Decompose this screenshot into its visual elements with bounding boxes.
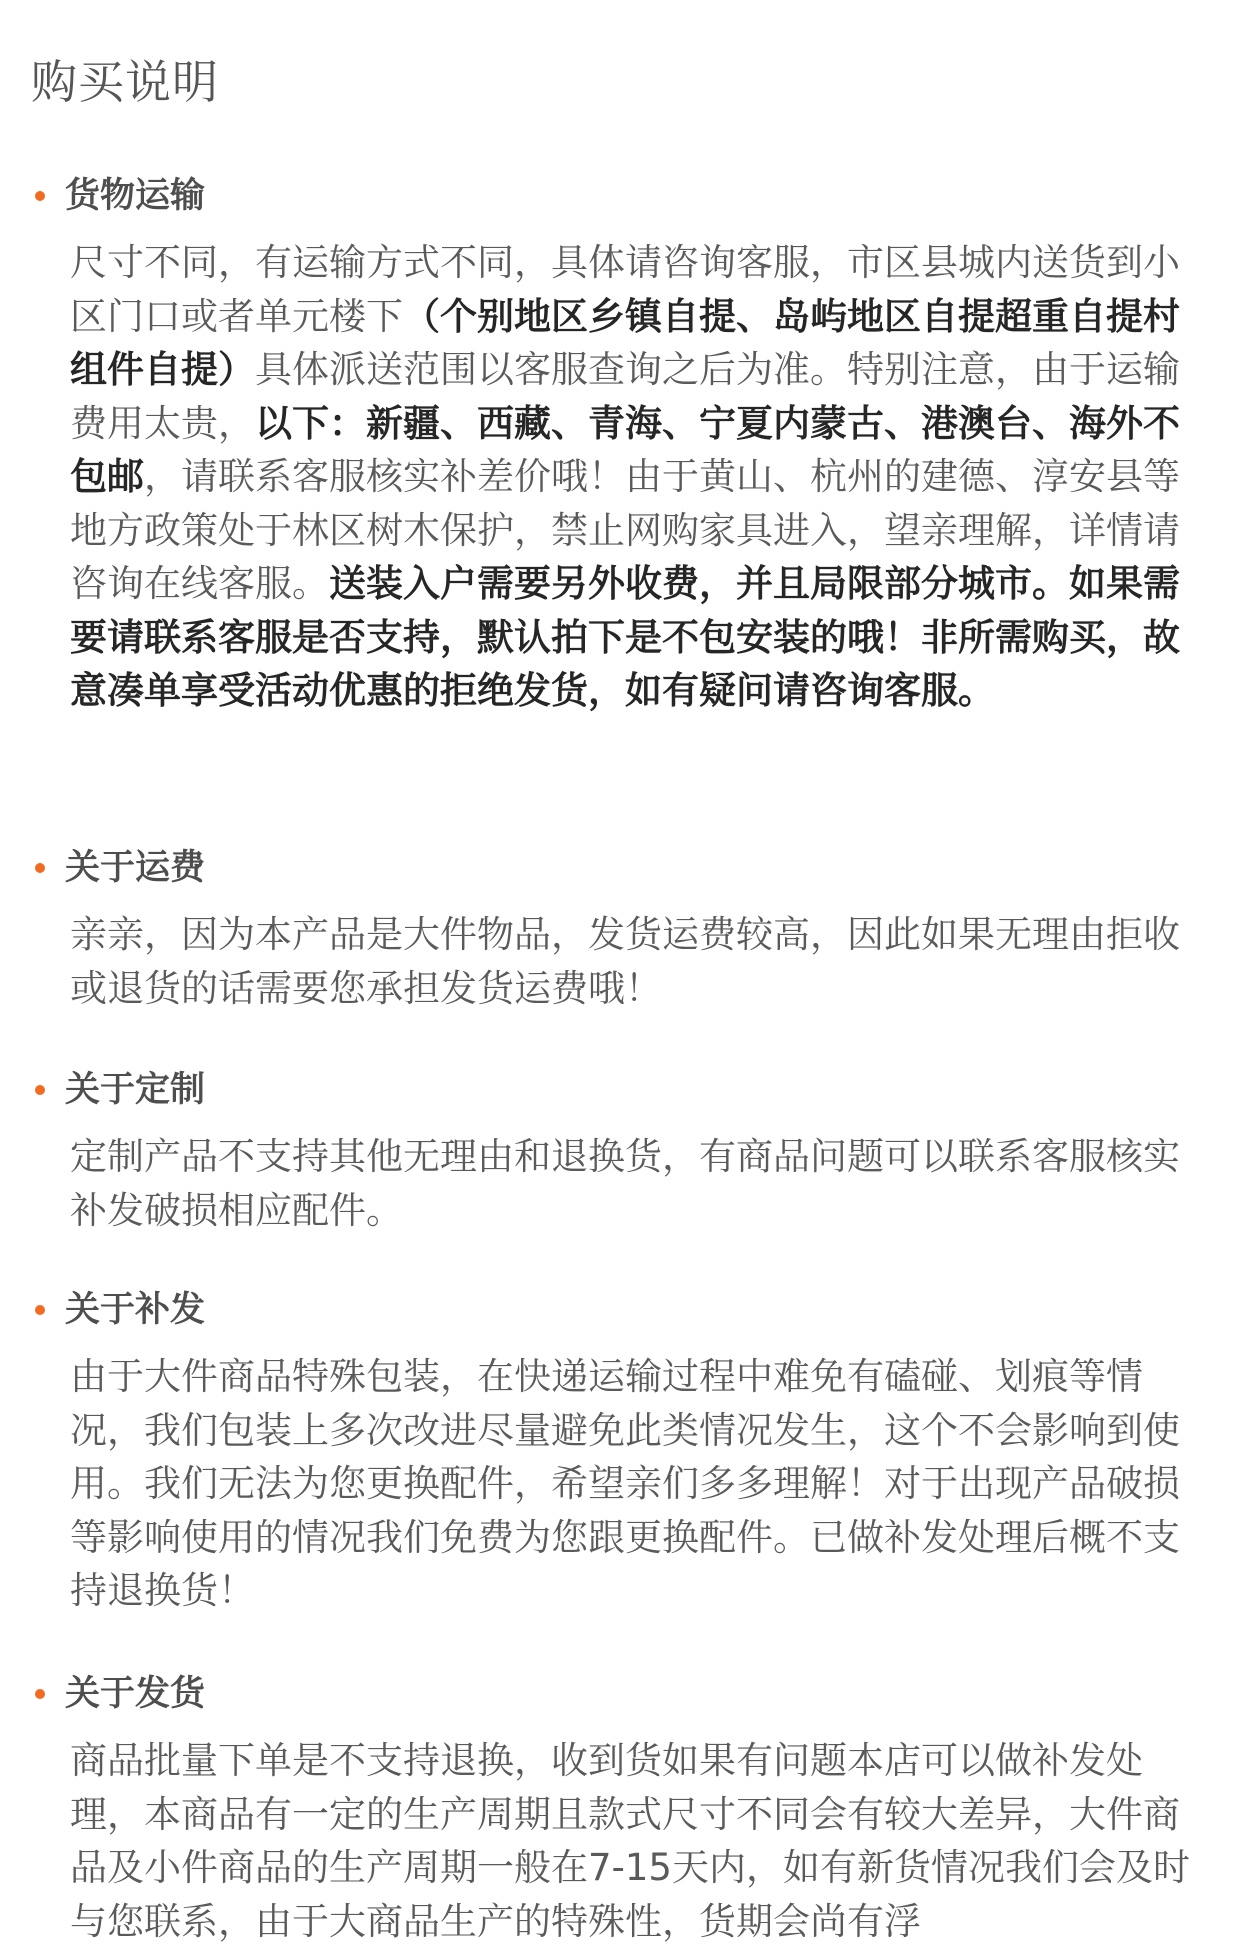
section-header <box>35 1670 205 1718</box>
body-text: 具体派送范围以客服查询之后为准。特别注意，由于运输费用太贵， <box>70 348 1180 445</box>
section-title: 关于补发 <box>65 1290 206 1330</box>
bullet-dot-icon <box>35 1305 45 1315</box>
bullet-dot-icon <box>35 191 45 201</box>
bullet-dot-icon <box>35 1689 45 1699</box>
section-title: 关于运费 <box>65 848 206 888</box>
body-text-bold: 送装入户需要另外收费，并且局限部分城市。如果需要请联系客服是否支持，默认拍下是不包安装的哦！非所需购买，故意凑单享受活动优惠的拒绝发货，如有疑问请咨询客服。 <box>70 562 1180 712</box>
section-body <box>70 1350 1190 1618</box>
body-text: ，请联系客服核实补差价哦！由于黄山、杭州的建德、淳安县等地方政策处于林区树木保护，禁止网购家具进入，望亲理解，详情请咨询在线客服。 <box>70 455 1180 605</box>
section-body <box>70 908 1190 1015</box>
section-body <box>70 1130 1190 1237</box>
body-text-bold: 以下：新疆、西藏、青海、宁夏内蒙古、港澳台、海外不包邮 <box>70 401 1180 498</box>
body-text: 定制产品不支持其他无理由和退换货，有商品问题可以联系客服核实补发破损相应配件。 <box>70 1135 1180 1232</box>
bullet-dot-icon <box>35 863 45 873</box>
body-text: 商品批量下单是不支持退换，收到货如果有问题本店可以做补发处理，本商品有一定的生产周期且款式尺寸不同会有较大差异，大件商品及小件商品的生产周期一般在7-15天内，如有新货情况我们会及时与您联系，由于大商品生产的特殊性，货期会尚有浮 <box>70 1739 1190 1943</box>
body-text-bold: （个别地区乡镇自提、岛屿地区自提超重自提村组件自提） <box>70 294 1180 391</box>
bullet-dot-icon <box>35 1085 45 1095</box>
section-body <box>70 236 1190 718</box>
section-header <box>35 1286 205 1334</box>
body-text: 尺寸不同，有运输方式不同，具体请咨询客服，市区县城内送货到小区门口或者单元楼下 <box>70 241 1180 338</box>
page-title: 购买说明 <box>31 55 219 109</box>
section-header <box>35 844 205 892</box>
section-header <box>35 1066 205 1114</box>
section-title: 关于定制 <box>65 1070 206 1110</box>
section-body <box>70 1734 1190 1948</box>
body-text: 亲亲，因为本产品是大件物品，发货运费较高，因此如果无理由拒收或退货的话需要您承担发货运费哦！ <box>70 913 1180 1010</box>
section-header <box>35 172 205 220</box>
body-text: 由于大件商品特殊包装，在快递运输过程中难免有磕碰、划痕等情况，我们包装上多次改进尽量避免此类情况发生，这个不会影响到使用。我们无法为您更换配件，希望亲们多多理解！对于出现产品破损等影响使用的情况我们免费为您跟更换配件。已做补发处理后概不支持退换货！ <box>70 1355 1180 1612</box>
section-title: 关于发货 <box>65 1674 206 1714</box>
section-title: 货物运输 <box>65 176 206 216</box>
